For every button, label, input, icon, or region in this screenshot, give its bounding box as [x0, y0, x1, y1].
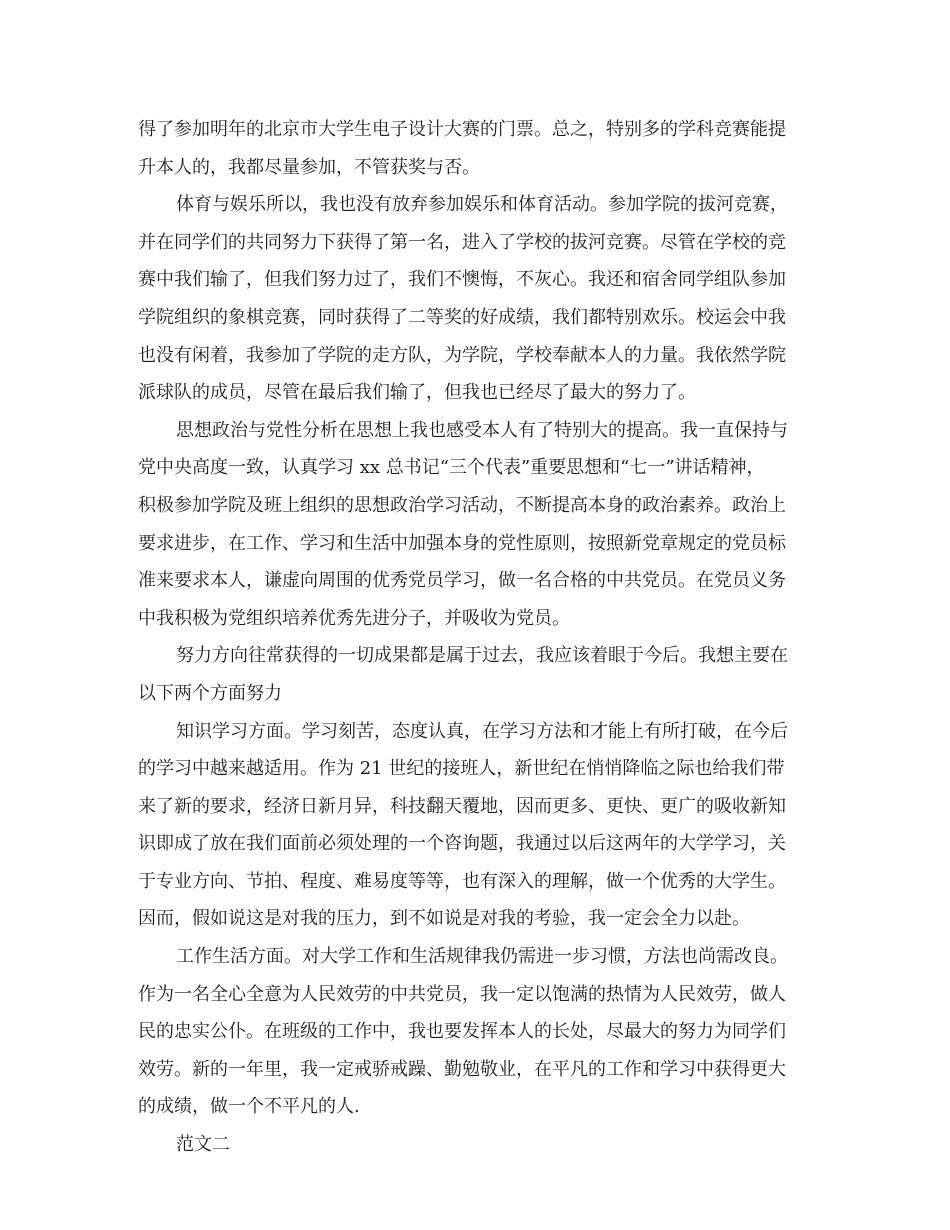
text-line: 范文二	[176, 1134, 230, 1156]
text-line: 学院组织的象棋竞赛，同时获得了二等奖的好成绩，我们都特别欢乐。校运会中我	[138, 306, 786, 328]
text-line: 积极参加学院及班上组织的思想政治学习活动，不断提高本身的政治素养。政治上	[138, 494, 786, 516]
text-line: 效劳。新的一年里，我一定戒骄戒躁、勤勉敬业，在平凡的工作和学习中获得更大	[138, 1058, 786, 1080]
paragraph-sports	[138, 186, 818, 412]
paragraph-direction	[138, 637, 818, 712]
paragraph-politics	[138, 412, 818, 638]
text-line: 中我积极为党组织培养优秀先进分子，并吸收为党员。	[138, 607, 570, 629]
text-line: 得了参加明年的北京市大学生电子设计大赛的门票。总之，特别多的学科竞赛能提	[138, 119, 786, 140]
text-line: 体育与娱乐所以，我也没有放弃参加娱乐和体育活动。参加学院的拔河竞赛，	[176, 194, 788, 216]
text-line: 党中央高度一致，认真学习 xx 总书记“三个代表”重要思想和“七一”讲话精神，	[138, 457, 765, 479]
paragraph-work-life	[138, 938, 818, 1126]
text-line: 努力方向往常获得的一切成果都是属于过去，我应该着眼于今后。我想主要在	[176, 645, 788, 667]
text-line: 知识学习方面。学习刻苦，态度认真，在学习方法和才能上有所打破，在今后	[176, 720, 788, 742]
text-line: 升本人的，我都尽量参加，不管获奖与否。	[138, 156, 480, 178]
text-line: 派球队的成员，尽管在最后我们输了，但我也已经尽了最大的努力了。	[138, 382, 696, 404]
text-line: 也没有闲着，我参加了学院的走方队，为学院，学校奉献本人的力量。我依然学院	[138, 344, 786, 366]
text-line: 准来要求本人，谦虚向周围的优秀党员学习，做一名合格的中共党员。在党员义务	[138, 570, 786, 592]
text-line: 于专业方向、节拍、程度、难易度等等，也有深入的理解，做一个优秀的大学生。	[138, 870, 786, 892]
text-line: 来了新的要求，经济日新月异，科技翻天覆地，因而更多、更快、更广的吸收新知	[138, 795, 786, 817]
text-line: 作为一名全心全意为人民效劳的中共党员，我一定以饱满的热情为人民效劳，做人	[138, 983, 786, 1005]
text-line: 识即成了放在我们面前必须处理的一个咨询题，我通过以后这两年的大学学习，关	[138, 833, 786, 855]
text-line: 因而，假如说这是对我的压力，到不如说是对我的考验，我一定会全力以赴。	[138, 908, 750, 930]
text-line: 要求进步，在工作、学习和生活中加强本身的党性原则，按照新党章规定的党员标	[138, 532, 786, 554]
text-line: 工作生活方面。对大学工作和生活规律我仍需进一步习惯，方法也尚需改良。	[176, 946, 788, 968]
text-line: 的成绩，做一个不平凡的人.	[138, 1096, 360, 1118]
text-line: 赛中我们输了，但我们努力过了，我们不懊悔，不灰心。我还和宿舍同学组队参加	[138, 269, 786, 291]
text-line: 并在同学们的共同努力下获得了第一名，进入了学校的拔河竞赛。尽管在学校的竞	[138, 231, 786, 253]
paragraph-study	[138, 713, 818, 939]
document-body	[138, 111, 818, 1164]
text-line: 的学习中越来越适用。作为 21 世纪的接班人，新世纪在悄悄降临之际也给我们带	[138, 758, 785, 780]
text-line: 民的忠实公仆。在班级的工作中，我也要发挥本人的长处，尽最大的努力为同学们	[138, 1021, 786, 1043]
text-line: 思想政治与党性分析在思想上我也感受本人有了特别大的提高。我一直保持与	[176, 419, 788, 441]
text-line: 以下两个方面努力	[138, 682, 282, 704]
paragraph-continuation	[138, 111, 818, 186]
section-heading	[138, 1126, 818, 1164]
